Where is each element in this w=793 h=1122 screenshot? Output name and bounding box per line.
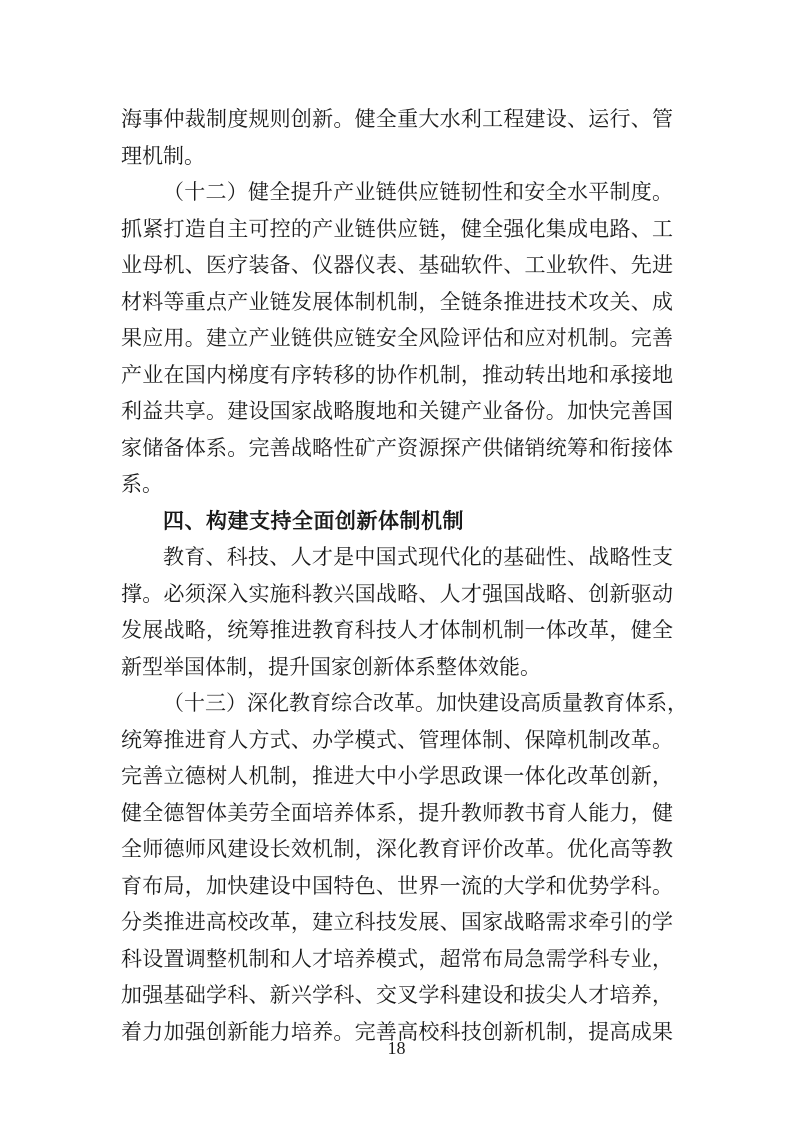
text-line: （十三）深化教育综合改革。加快建设高质量教育体系， [163, 691, 688, 715]
text-line: 海事仲裁制度规则创新。健全重大水利工程建设、运行、管 [121, 107, 673, 131]
text-line: 产业在国内梯度有序转移的协作机制，推动转出地和承接地 [121, 362, 673, 387]
text-line: 材料等重点产业链发展体制机制，全链条推进技术攻关、成 [121, 289, 673, 314]
text-line: 果应用。建立产业链供应链安全风险评估和应对机制。完善 [121, 326, 673, 350]
text-line: 加强基础学科、新兴学科、交叉学科建设和拔尖人才培养， [121, 983, 673, 1007]
text-line: 统筹推进育人方式、办学模式、管理体制、保障机制改革。 [121, 727, 673, 752]
text-line: 教育、科技、人才是中国式现代化的基础性、战略性支 [163, 545, 673, 569]
text-line: 业母机、医疗装备、仪器仪表、基础软件、工业软件、先进 [121, 253, 673, 277]
text-line: 理机制。 [121, 143, 205, 168]
text-line: 抓紧打造自主可控的产业链供应链，健全强化集成电路、工 [121, 216, 673, 241]
text-line: 新型举国体制，提升国家创新体系整体效能。 [121, 654, 541, 679]
text-line: 系。 [121, 472, 163, 496]
text-line: 发展战略，统筹推进教育科技人才体制机制一体改革，健全 [121, 618, 673, 642]
page-number: 18 [387, 1038, 406, 1058]
text-line: 育布局，加快建设中国特色、世界一流的大学和优势学科。 [121, 873, 673, 898]
text-line: 完善立德树人机制，推进大中小学思政课一体化改革创新， [121, 764, 673, 788]
text-line: 利益共享。建设国家战略腹地和关键产业备份。加快完善国 [121, 399, 673, 423]
text-line: 撑。必须深入实施科教兴国战略、人才强国战略、创新驱动 [121, 581, 673, 606]
document-body [121, 101, 688, 1050]
text-line: 分类推进高校改革，建立科技发展、国家战略需求牵引的学 [121, 910, 673, 934]
text-line: 全师德师风建设长效机制，深化教育评价改革。优化高等教 [121, 837, 673, 861]
text-line: （十二）健全提升产业链供应链韧性和安全水平制度。 [163, 180, 673, 204]
text-line: 着力加强创新能力培养。完善高校科技创新机制，提高成果 [121, 1019, 673, 1044]
text-line: 科设置调整机制和人才培养模式，超常布局急需学科专业， [121, 946, 673, 971]
text-line: 健全德智体美劳全面培养体系，提升教师教书育人能力，健 [121, 800, 673, 825]
text-line: 家储备体系。完善战略性矿产资源探产供储销统筹和衔接体 [121, 435, 673, 460]
section-heading: 四、构建支持全面创新体制机制 [163, 508, 464, 533]
